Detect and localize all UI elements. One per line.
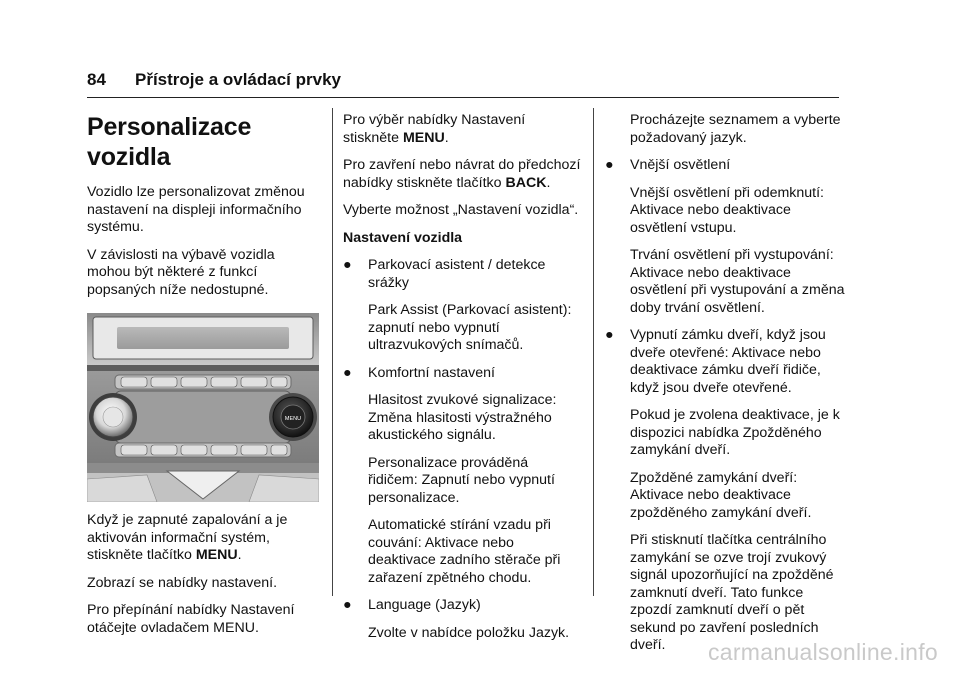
paragraph: Vnější osvětlení při odemknutí: Aktivace nebo deaktivace osvětlení vstupu. — [630, 184, 824, 236]
list-item: ● Vnější osvětlení — [605, 157, 731, 173]
bullet-icon: ● — [343, 597, 352, 613]
column-divider — [593, 108, 594, 596]
watermark: carmanualsonline.info — [707, 639, 938, 665]
column-divider — [332, 108, 333, 596]
paragraph: Automatické stírání vzadu při couvání: Aktivace nebo deaktivace zadního stěrače při zařazení zpětného chodu. — [368, 517, 561, 586]
menu-knob-label: MENU — [284, 416, 302, 422]
paragraph: Pokud je zvolena deaktivace, je k dispozici nabídka Zpožděného zamykání dveří. — [630, 407, 840, 458]
bullet-icon: ● — [343, 364, 352, 381]
bullet-icon: ● — [605, 157, 614, 173]
list-item: ● Language (Jazyk) — [343, 597, 481, 613]
paragraph: Hlasitost zvukové signalizace: Změna hlasitosti výstražného akustického signálu. — [368, 392, 557, 443]
subheading: Nastavení vozidla — [343, 229, 463, 246]
list-item: ● Komfortní nastavení — [343, 364, 495, 381]
list-item: ● Parkovací asistent / detekce srážky — [343, 257, 546, 291]
column-3 — [605, 112, 845, 665]
paragraph: Při stisknutí tlačítka centrálního zamykání se ozve trojí zvukový signál upozorňující na zpožděné zamknutí dveří. Tato funkce zpozdí zamknutí dveří o pět sekund po zavření posledních dveří. — [630, 532, 834, 653]
paragraph: Když je zapnuté zapalování a je aktivován informační systém, stiskněte tlačítko MENU. — [87, 512, 288, 563]
paragraph: Vozidlo lze personalizovat změnou nastavení na displeji informačního systému. — [87, 184, 305, 235]
list-item: ● Vypnutí zámku dveří, když jsou dveře otevřené: Aktivace nebo deaktivace zámku dveří řidiče, když jsou dveře otevřené. — [605, 327, 826, 396]
bullet-icon: ● — [343, 257, 352, 273]
infotainment-figure — [87, 313, 319, 502]
paragraph: Vyberte možnost „Nastavení vozidla“. — [343, 202, 579, 218]
column-1 — [87, 112, 319, 647]
paragraph: V závislosti na výbavě vozidla mohou být některé z funkcí popsaných níže nedostupné. — [87, 246, 275, 298]
chapter-title: Přístroje a ovládací prvky — [135, 70, 341, 89]
paragraph: Pro zavření nebo návrat do předchozí nabídky stiskněte tlačítko BACK. — [343, 157, 581, 191]
column-2 — [343, 112, 581, 652]
menu-button-ref: MENU — [402, 129, 445, 146]
paragraph: Zobrazí se nabídky nastavení. — [87, 574, 278, 591]
infotainment-panel-illustration — [87, 313, 319, 502]
section-title: Personalizace vozidla — [87, 113, 252, 171]
paragraph: Pro výběr nabídky Nastavení stiskněte MENU. — [343, 112, 526, 146]
paragraph: Procházejte seznamem a vyberte požadovaný jazyk. — [630, 112, 841, 146]
menu-button-ref: MENU — [195, 547, 238, 563]
page-number: 84 — [87, 70, 106, 89]
back-button-ref: BACK — [505, 174, 547, 191]
page-header — [87, 70, 839, 100]
paragraph: Zpožděné zamykání dveří: Aktivace nebo deaktivace zpožděného zamykání dveří. — [630, 469, 812, 521]
paragraph: Personalizace prováděná řidičem: Zapnutí nebo vypnutí personalizace. — [368, 454, 555, 506]
paragraph: Pro přepínání nabídky Nastavení otáčejte ovladačem MENU. — [87, 602, 295, 636]
header-rule — [87, 97, 839, 98]
paragraph: Park Assist (Parkovací asistent): zapnutí nebo vypnutí ultrazvukových snímačů. — [368, 302, 572, 353]
paragraph: Zvolte v nabídce položku Jazyk. — [368, 624, 570, 641]
bullet-icon: ● — [605, 327, 614, 343]
paragraph: Trvání osvětlení při vystupování: Aktivace nebo deaktivace osvětlení při vystupování a změna doby trvání osvětlení. — [630, 247, 845, 316]
